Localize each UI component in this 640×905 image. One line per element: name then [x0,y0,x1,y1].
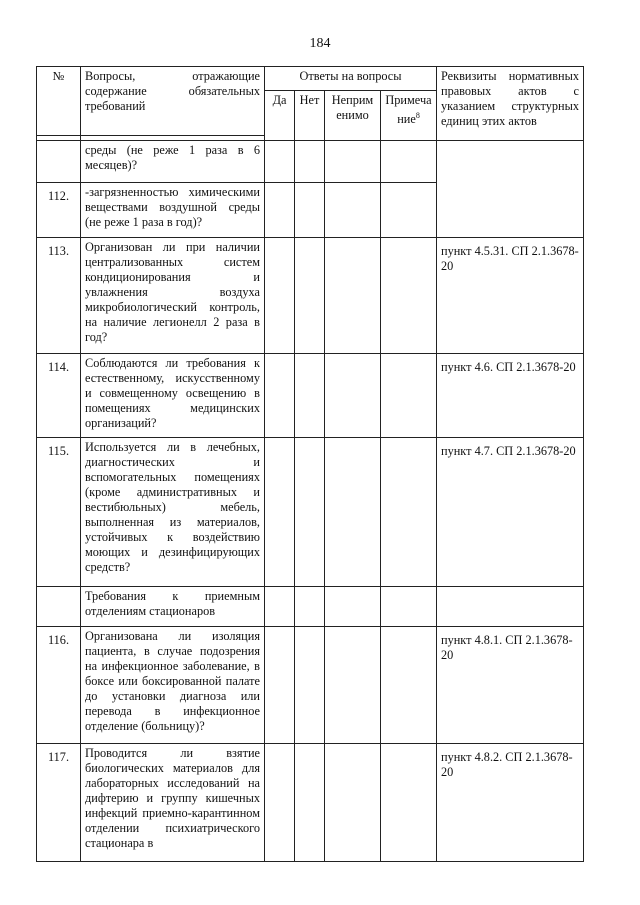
answer-na-cell[interactable] [325,438,381,587]
answer-no-cell[interactable] [295,438,325,587]
answer-yes-cell[interactable] [265,183,295,238]
answer-na-cell[interactable] [325,354,381,438]
row-requisites: пункт 4.6. СП 2.1.3678-20 [437,354,584,438]
header-no: Нет [295,91,325,141]
header-answers: Ответы на вопросы [265,67,437,91]
table-row [37,438,584,587]
row-question: Организована ли изоляция пациента, в случае подозрения на инфекционное заболевание, в боксе или боксированной палате до установки диагноза или перевода в инфекционное отделение (больницу)? [81,627,265,744]
row-number [37,587,81,627]
row-question: Используется ли в лечебных, диагностических и вспомогательных помещениях (кроме административных и вестибюльных) мебель, выполненная из материалов, устойчивых к воздействию моющих и дезинфицирующих средств? [81,438,265,587]
header-note-label: Примеча ние [385,93,432,127]
answer-note-cell[interactable] [381,354,437,438]
section-heading: Требования к приемным отделениям стационаров [81,587,265,627]
answer-no-cell[interactable] [295,141,325,183]
row-question: Соблюдаются ли требования к естественному, искусственному и совмещенному освещению в помещениях медицинских организаций? [81,354,265,438]
row-number: 115. [37,438,81,587]
row-question: Организован ли при наличии централизованных систем кондиционирования и увлажнения воздуха микробиологический контроль, на наличие легионелл 2 раза в год? [81,238,265,354]
header-row-1 [37,67,584,91]
answer-na-cell [325,587,381,627]
row-number [37,141,81,183]
answer-no-cell [295,587,325,627]
footnote-marker: 8 [415,111,420,120]
answer-no-cell[interactable] [295,238,325,354]
answer-na-cell[interactable] [325,744,381,862]
answer-na-cell[interactable] [325,183,381,238]
answer-yes-cell[interactable] [265,744,295,862]
answer-no-cell[interactable] [295,744,325,862]
answer-no-cell[interactable] [295,183,325,238]
answer-note-cell [381,587,437,627]
answer-na-cell[interactable] [325,627,381,744]
table-row [37,141,584,183]
table-row [37,627,584,744]
table-row [37,744,584,862]
page-number: 184 [309,36,331,51]
answer-na-cell[interactable] [325,238,381,354]
row-requisites: пункт 4.8.2. СП 2.1.3678-20 [437,744,584,862]
row-number: 112. [37,183,81,238]
row-requisites: пункт 4.5.31. СП 2.1.3678-20 [437,238,584,354]
row-question: Проводится ли взятие биологических материалов для лабораторных исследований на дифтерию и группу кишечных инфекций приемно-карантинном отделении психиатрического стационара в [81,744,265,862]
row-number: 117. [37,744,81,862]
row-number: 113. [37,238,81,354]
answer-yes-cell [265,587,295,627]
answer-note-cell[interactable] [381,744,437,862]
answer-no-cell[interactable] [295,354,325,438]
answer-yes-cell[interactable] [265,438,295,587]
header-not-applicable: Неприм енимо [325,91,381,141]
row-requisites: пункт 4.7. СП 2.1.3678-20 [437,438,584,587]
row-number: 114. [37,354,81,438]
header-num: № [37,67,81,136]
row-number: 116. [37,627,81,744]
answer-yes-cell[interactable] [265,354,295,438]
header-questions: Вопросы, отражающие содержание обязательных требований [81,67,265,136]
answer-yes-cell[interactable] [265,141,295,183]
row-question: -загрязненностью химическими веществами воздушной среды (не реже 1 раза в год)? [81,183,265,238]
answer-na-cell[interactable] [325,141,381,183]
answer-no-cell[interactable] [295,627,325,744]
header-requisites: Реквизиты нормативных правовых актов с указанием структурных единиц этих актов [437,67,584,141]
header-yes: Да [265,91,295,141]
table-row [37,354,584,438]
answer-note-cell[interactable] [381,627,437,744]
checklist-table [36,66,584,862]
answer-note-cell[interactable] [381,141,437,183]
table-row [37,238,584,354]
answer-note-cell[interactable] [381,238,437,354]
header-note [381,91,437,141]
row-question: среды (не реже 1 раза в 6 месяцев)? [81,141,265,183]
answer-note-cell[interactable] [381,438,437,587]
answer-yes-cell[interactable] [265,238,295,354]
answer-yes-cell[interactable] [265,627,295,744]
row-requisites [437,141,584,238]
section-heading-row [37,587,584,627]
answer-note-cell[interactable] [381,183,437,238]
row-requisites [437,587,584,627]
row-requisites: пункт 4.8.1. СП 2.1.3678-20 [437,627,584,744]
